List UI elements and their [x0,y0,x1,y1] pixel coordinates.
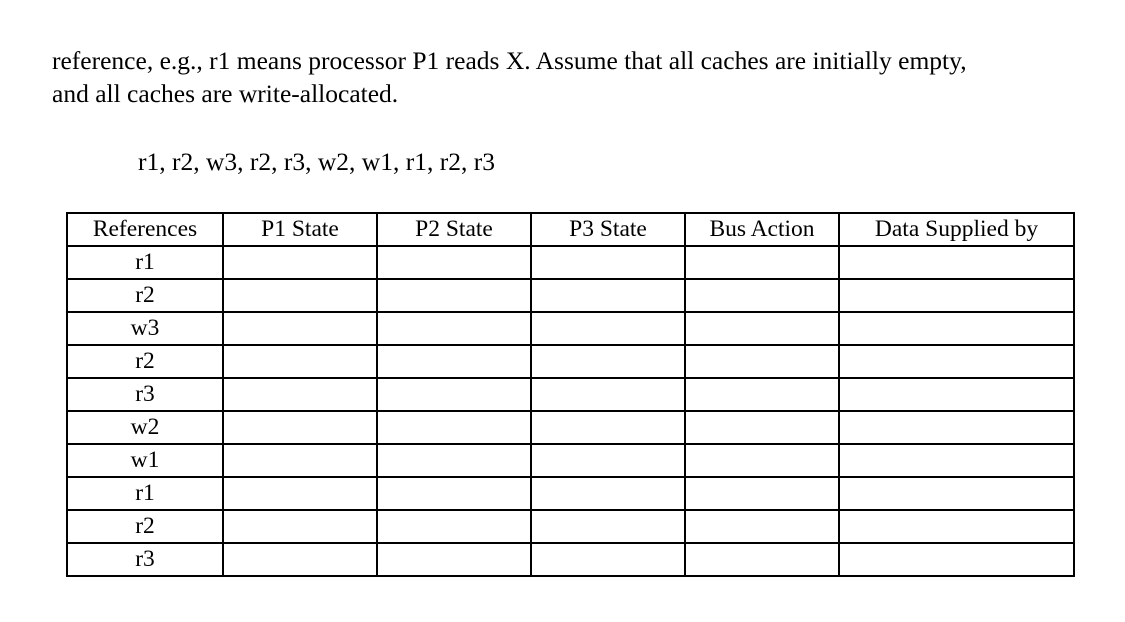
p1-state-cell[interactable] [223,477,377,510]
table-row [67,543,1074,576]
p1-state-cell[interactable] [223,246,377,279]
bus-action-cell[interactable] [685,411,839,444]
header-p2-state: P2 State [377,213,531,246]
data-supplied-cell[interactable] [839,477,1074,510]
reference-cell: r3 [67,543,223,576]
bus-action-cell[interactable] [685,477,839,510]
bus-action-cell[interactable] [685,444,839,477]
p2-state-cell[interactable] [377,510,531,543]
coherence-table-container [66,212,1073,577]
bus-action-cell[interactable] [685,543,839,576]
header-references: References [67,213,223,246]
reference-cell: r1 [67,477,223,510]
p2-state-cell[interactable] [377,279,531,312]
p1-state-cell[interactable] [223,345,377,378]
p1-state-cell[interactable] [223,444,377,477]
intro-line-1: reference, e.g., r1 means processor P1 reads X. Assume that all caches are initially empty, [52,46,967,75]
p1-state-cell[interactable] [223,411,377,444]
p2-state-cell[interactable] [377,477,531,510]
table-row [67,345,1074,378]
header-p1-state: P1 State [223,213,377,246]
p3-state-cell[interactable] [531,477,685,510]
data-supplied-cell[interactable] [839,444,1074,477]
bus-action-cell[interactable] [685,345,839,378]
reference-cell: r2 [67,510,223,543]
data-supplied-cell[interactable] [839,510,1074,543]
table-row [67,510,1074,543]
data-supplied-cell[interactable] [839,378,1074,411]
reference-cell: w1 [67,444,223,477]
p3-state-cell[interactable] [531,345,685,378]
p3-state-cell[interactable] [531,411,685,444]
table-row [67,378,1074,411]
table-row [67,246,1074,279]
p2-state-cell[interactable] [377,411,531,444]
reference-cell: r2 [67,345,223,378]
bus-action-cell[interactable] [685,246,839,279]
p3-state-cell[interactable] [531,543,685,576]
p3-state-cell[interactable] [531,510,685,543]
p1-state-cell[interactable] [223,312,377,345]
p2-state-cell[interactable] [377,444,531,477]
reference-cell: r2 [67,279,223,312]
table-row [67,279,1074,312]
header-bus-action: Bus Action [685,213,839,246]
data-supplied-cell[interactable] [839,411,1074,444]
reference-cell: r1 [67,246,223,279]
table-row [67,411,1074,444]
p1-state-cell[interactable] [223,378,377,411]
p2-state-cell[interactable] [377,312,531,345]
p3-state-cell[interactable] [531,279,685,312]
data-supplied-cell[interactable] [839,312,1074,345]
intro-paragraph [52,44,967,110]
p2-state-cell[interactable] [377,378,531,411]
reference-cell: w3 [67,312,223,345]
reference-cell: w2 [67,411,223,444]
table-row [67,312,1074,345]
coherence-table [66,212,1075,577]
header-p3-state: P3 State [531,213,685,246]
p2-state-cell[interactable] [377,543,531,576]
table-row [67,444,1074,477]
bus-action-cell[interactable] [685,279,839,312]
p3-state-cell[interactable] [531,246,685,279]
p3-state-cell[interactable] [531,378,685,411]
data-supplied-cell[interactable] [839,246,1074,279]
p3-state-cell[interactable] [531,444,685,477]
p1-state-cell[interactable] [223,510,377,543]
data-supplied-cell[interactable] [839,543,1074,576]
bus-action-cell[interactable] [685,510,839,543]
bus-action-cell[interactable] [685,312,839,345]
data-supplied-cell[interactable] [839,345,1074,378]
table-header-row [67,213,1074,246]
p1-state-cell[interactable] [223,543,377,576]
p2-state-cell[interactable] [377,345,531,378]
data-supplied-cell[interactable] [839,279,1074,312]
reference-cell: r3 [67,378,223,411]
header-data-supplied-by: Data Supplied by [839,213,1074,246]
intro-line-2: and all caches are write-allocated. [52,79,399,108]
reference-sequence: r1, r2, w3, r2, r3, w2, w1, r1, r2, r3 [138,147,495,176]
p1-state-cell[interactable] [223,279,377,312]
table-row [67,477,1074,510]
p3-state-cell[interactable] [531,312,685,345]
p2-state-cell[interactable] [377,246,531,279]
bus-action-cell[interactable] [685,378,839,411]
